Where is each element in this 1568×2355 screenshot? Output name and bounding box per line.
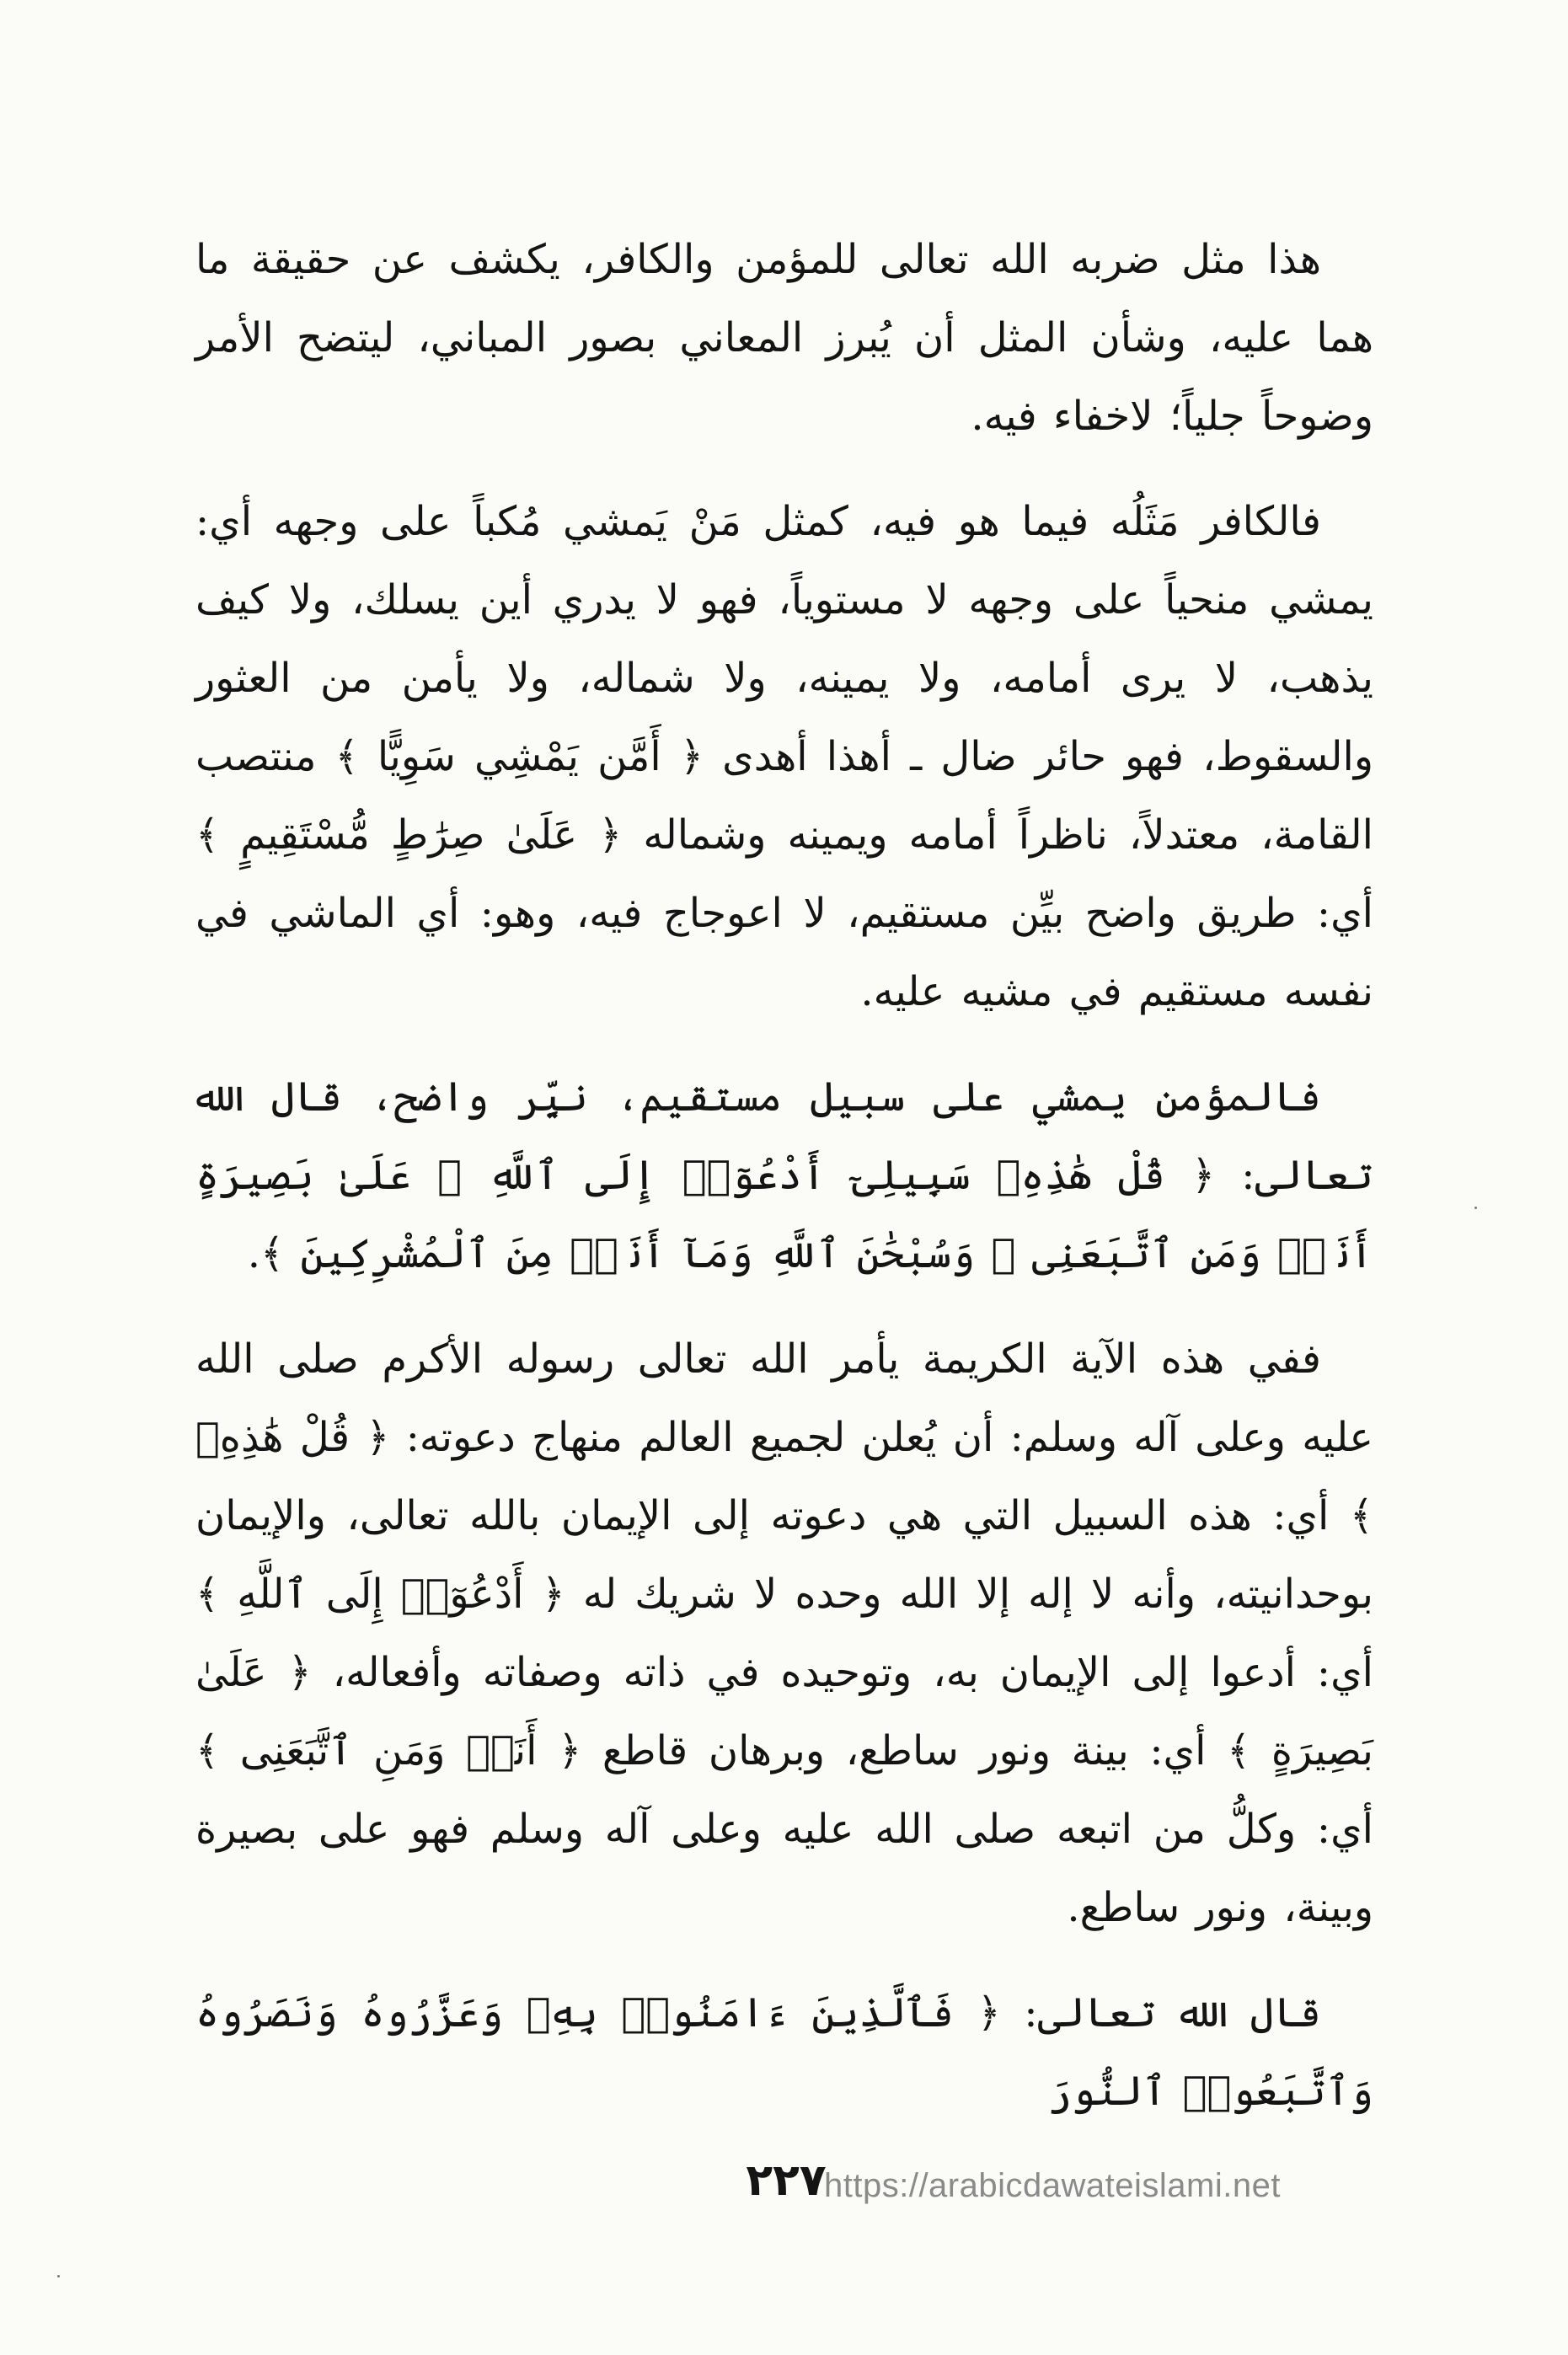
body-text — [195, 221, 1373, 2158]
watermark-url: https://arabicdawateislami.net — [824, 2167, 1281, 2204]
paragraph-4: ففي هذه الآية الكريمة يأمر الله تعالى رسوله الأكرم صلى الله عليه وعلى آله وسلم: أن يُعلن لجميع العالم منهاج دعوته: ﴿ قُلْ هَٰذِهِۦ ﴾ أي: هذه السبيل التي هي دعوته إلى الإيمان بالله تعالى، والإيمان بوحدانيته، وأنه لا إله إلا الله وحده لا شريك له ﴿ أَدْعُوٓا۟ إِلَى ٱللَّهِ ﴾ أي: أدعوا إلى الإيمان به، وتوحيده في ذاته وصفاته وأفعاله، ﴿ عَلَىٰ بَصِيرَةٍ ﴾ أي: بينة ونور ساطع، وبرهان قاطع ﴿ أَنَا۠ وَمَنِ ٱتَّبَعَنِى ﴾ أي: وكلُّ من اتبعه صلى الله عليه وعلى آله وسلم فهو على بصيرة وبينة، ونور ساطع. — [195, 1335, 1373, 1931]
page-number: ٢٢٧ — [746, 2155, 827, 2206]
scan-speck — [57, 2275, 60, 2277]
scan-speck — [1474, 1207, 1477, 1209]
paragraph-1: هذا مثل ضربه الله تعالى للمؤمن والكافر، يكشف عن حقيقة ما هما عليه، وشأن المثل أن يُبرز المعاني بصور المباني، ليتضح الأمر وضوحاً جلياً؛ لاخفاء فيه. — [195, 236, 1373, 440]
paragraph-3: فالمؤمن يمشي على سبيل مستقيم، نيِّر واضح، قال الله تعالى: ﴿ قُلْ هَٰذِهِۦ سَبِيلِىٓ أَدْعُوٓا۟ إِلَى ٱللَّهِ ۚ عَلَىٰ بَصِيرَةٍ أَنَا۠ وَمَنِ ٱتَّبَعَنِى ۖ وَسُبْحَٰنَ ٱللَّهِ وَمَآ أَنَا۠ مِنَ ٱلْمُشْرِكِينَ ﴾. — [195, 1073, 1374, 1277]
paragraph-2: فالكافر مَثَلُه فيما هو فيه، كمثل مَنْ يَمشي مُكباً على وجهه أي: يمشي منحياً على وجهه لا مستوياً، فهو لا يدري أين يسلك، ولا كيف يذهب، لا يرى أمامه، ولا يمينه، ولا شماله، ولا يأمن من العثور والسقوط، فهو حائر ضال ـ أهذا أهدى ﴿ أَمَّن يَمْشِي سَوِيًّا ﴾ منتصب القامة، معتدلاً، ناظراً أمامه ويمينه وشماله ﴿ عَلَىٰ صِرَٰطٍ مُّسْتَقِيمٍ ﴾ أي: طريق واضح بيِّن مستقيم، لا اعوجاج فيه، وهو: أي الماشي في نفسه مستقيم في مشيه عليه. — [195, 498, 1373, 1015]
paragraph-5: قال الله تعالى: ﴿ فَٱلَّذِينَ ءَامَنُوا۟ بِهِۦ وَعَزَّرُوهُ وَنَصَرُوهُ وَٱتَّبَعُوا۟ ٱلنُّورَ — [195, 1989, 1373, 2115]
